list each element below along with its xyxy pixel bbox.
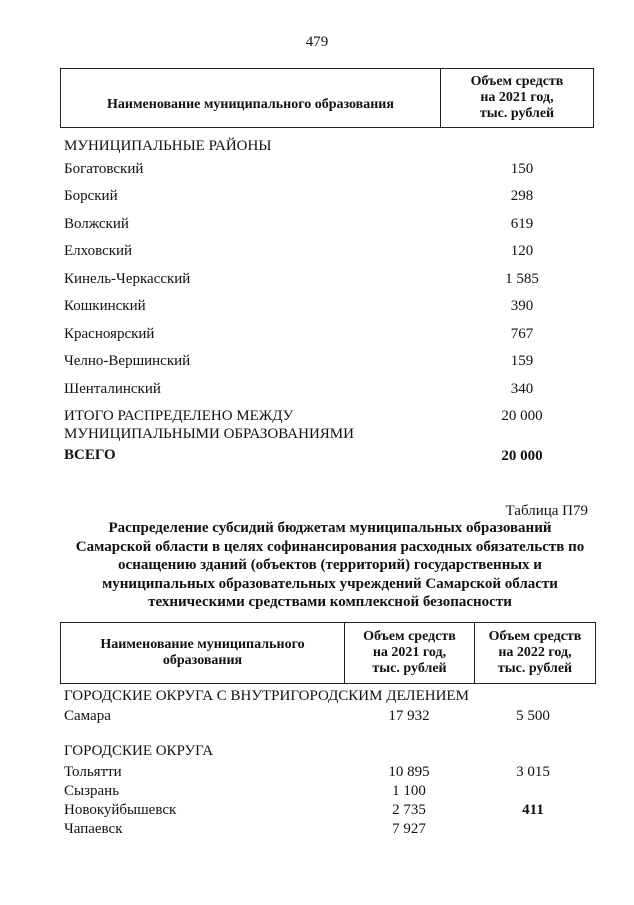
table1-row-value: 298 [510,188,534,204]
table1-section-title: МУНИЦИПАЛЬНЫЕ РАЙОНЫ [64,138,272,154]
table1-row-value: 619 [510,216,534,232]
table-title-line: муниципальных образовательных учреждений Самарской области [102,575,558,592]
table2-row-name: Чапаевск [64,821,123,837]
table-title-line: Распределение субсидий бюджетам муниципальных образований [108,520,552,536]
table1-row-value: 120 [510,243,534,259]
table1-row-name: Волжский [64,216,129,232]
table2-row-name: Новокуйбышевск [64,802,177,818]
table2-row-2021: 1 100 [392,783,426,799]
table2-header [60,622,596,684]
page-number: 479 [305,34,329,50]
table1-distributed-line2: МУНИЦИПАЛЬНЫМИ ОБРАЗОВАНИЯМИ [64,426,354,442]
table1-distributed-label [64,407,354,443]
table1-row-name: Челно-Вершинский [64,353,191,369]
table1-header-name: Наименование муниципального образования [61,69,441,127]
table1-row-name: Богатовский [64,161,144,177]
table-title-line: оснащению зданий (объектов (территорий) государственных и [118,557,542,573]
table2-row-name: Тольятти [64,764,122,780]
table2-row-name: Самара [64,708,111,724]
table2-header-2022 [475,623,595,683]
table1-row-value: 390 [510,298,534,314]
table2-header-2021-line1: Объем средств [363,629,456,644]
table1-row-name: Красноярский [64,326,155,342]
table1-row-name: Кинель-Черкасский [64,271,191,287]
table1-header-volume [441,69,593,127]
table1-distributed-line1: ИТОГО РАСПРЕДЕЛЕНО МЕЖДУ [64,408,294,424]
table-title-line: Самарской области в целях софинансирования расходных обязательств по [75,538,585,555]
table2-section-title: ГОРОДСКИЕ ОКРУГА С ВНУТРИГОРОДСКИМ ДЕЛЕНИЕМ [64,688,469,704]
table-title-line: техническими средствами комплексной безопасности [148,594,512,610]
table1-row-name: Шенталинский [64,381,161,397]
table1-header-volume-line3: тыс. рублей [479,106,555,121]
table2-row-2021: 10 895 [388,764,430,780]
table-title [62,519,598,612]
table2-row-2021: 17 932 [388,708,430,724]
table1-header-volume-line1: Объем средств [470,74,564,89]
table1-row-value: 340 [510,381,534,397]
table1-row-value: 767 [510,326,534,342]
table2-row-name: Сызрань [64,783,120,799]
table2-header-2021-line2: на 2021 год, [372,645,447,660]
table2-header-2022-line2: на 2022 год, [498,645,572,660]
table2-row-2022: 5 500 [516,708,550,724]
table2-section-title: ГОРОДСКИЕ ОКРУГА [64,743,214,759]
table1-row-name: Кошкинский [64,298,146,314]
table2-row-2021: 7 927 [392,821,426,837]
table2-row-2022: 3 015 [516,764,550,780]
table1-header [60,68,594,128]
table2-header-2022-line3: тыс. рублей [497,661,573,676]
table1-row-value: 150 [510,161,534,177]
table1-row-name: Елховский [64,243,133,259]
table2-header-name [61,623,345,683]
table1-distributed-value: 20 000 [501,408,543,424]
table1-row-value: 1 585 [505,271,539,287]
table1-total-value: 20 000 [501,448,543,464]
table2-row-2021: 2 735 [392,802,426,818]
table1-row-name: Борский [64,188,118,204]
table2-header-name-line2: образования [162,653,243,668]
table2-header-2021 [345,623,475,683]
table1-total-label: ВСЕГО [64,447,116,463]
table2-header-2021-line3: тыс. рублей [372,661,447,676]
table2-row-2022: 411 [522,802,544,818]
table1-row-value: 159 [510,353,534,369]
table2-header-name-line1: Наименование муниципального [100,637,305,652]
table1-header-volume-line2: на 2021 год, [480,90,554,105]
table2-header-2022-line1: Объем средств [488,629,582,644]
table-number: Таблица П79 [505,503,588,519]
